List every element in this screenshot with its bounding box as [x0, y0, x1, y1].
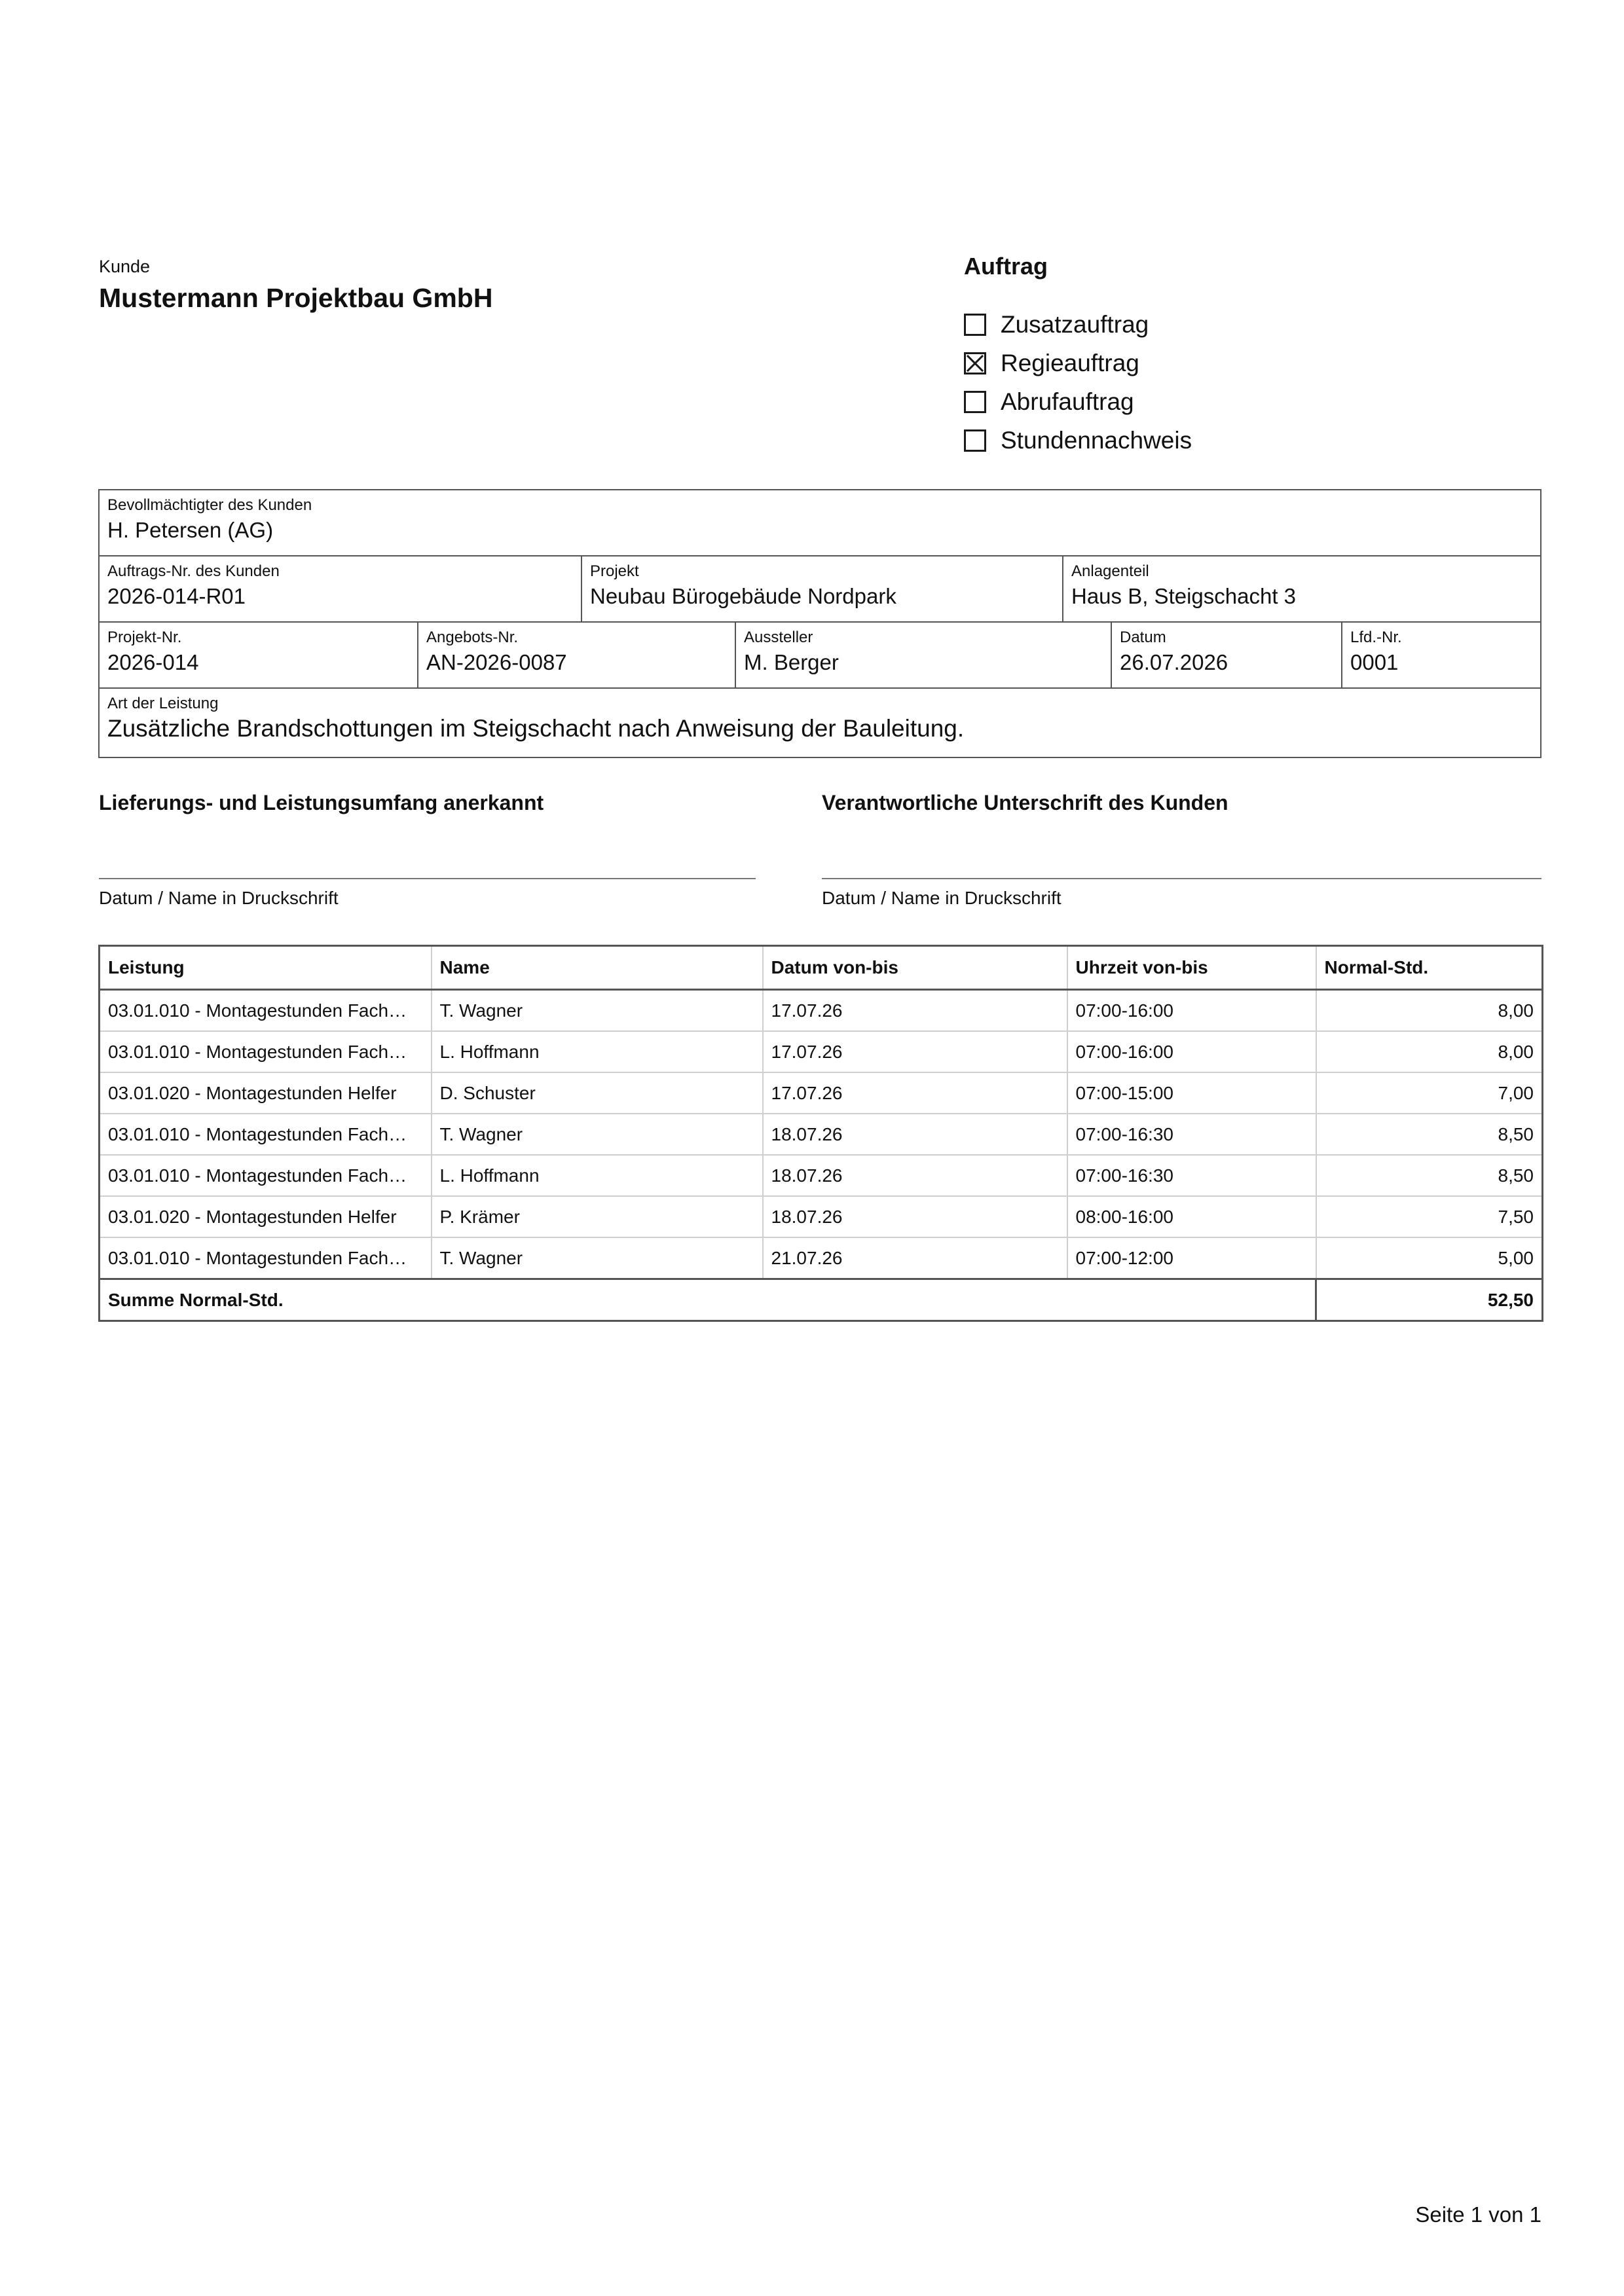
table-row — [100, 1237, 1543, 1279]
info-row — [100, 621, 1540, 687]
field-value: 26.07.2026 — [1120, 650, 1228, 674]
cell-datum: 18.07.26 — [763, 1196, 1067, 1237]
table-row — [100, 1196, 1543, 1237]
cell-leistung: 03.01.020 - Montagestunden Helfer — [100, 1196, 432, 1237]
field-label: Angebots-Nr. — [426, 629, 519, 646]
cell-normal-std: 5,00 — [1316, 1237, 1543, 1279]
field-value: M. Berger — [744, 650, 839, 674]
info-row — [100, 490, 1540, 555]
cell-uhrzeit: 07:00-16:30 — [1067, 1155, 1316, 1196]
cell-normal-std: 8,50 — [1316, 1114, 1543, 1155]
field-label: Projekt — [590, 562, 639, 580]
cell-normal-std: 7,00 — [1316, 1072, 1543, 1114]
info-row — [100, 555, 1540, 621]
checkbox-label: Regieauftrag — [1001, 350, 1139, 376]
field-label: Art der Leistung — [107, 695, 219, 712]
order-option-abrufauftrag[interactable] — [964, 388, 1134, 416]
cell-normal-std: 7,50 — [1316, 1196, 1543, 1237]
order-option-regieauftrag[interactable] — [964, 350, 1139, 377]
field-datum — [1111, 623, 1341, 687]
cell-leistung: 03.01.010 - Montagestunden Fach… — [100, 1237, 432, 1279]
column-header-normal-std: Normal-Std. — [1316, 946, 1543, 990]
checkbox-regieauftrag[interactable] — [964, 352, 986, 374]
signature-left-title: Lieferungs- und Leistungsumfang anerkannt — [99, 791, 544, 814]
field-bevollmaechtigter — [100, 490, 1540, 555]
field-label: Aussteller — [744, 629, 813, 646]
table-row — [100, 1072, 1543, 1114]
cell-datum: 17.07.26 — [763, 990, 1067, 1032]
field-value: Neubau Bürogebäude Nordpark — [590, 584, 896, 608]
sum-value: 52,50 — [1316, 1279, 1543, 1321]
field-angebots-nr — [417, 623, 735, 687]
cell-name: L. Hoffmann — [432, 1155, 763, 1196]
order-info-grid — [98, 489, 1541, 758]
field-value: H. Petersen (AG) — [107, 518, 274, 542]
page-number: Seite 1 von 1 — [1415, 2202, 1541, 2227]
hours-table — [98, 945, 1543, 1322]
signature-left-line[interactable] — [99, 878, 756, 879]
checkbox-zusatzauftrag[interactable] — [964, 314, 986, 336]
customer-name: Mustermann Projektbau GmbH — [99, 283, 493, 313]
column-header-name: Name — [432, 946, 763, 990]
cell-datum: 18.07.26 — [763, 1155, 1067, 1196]
signature-right-title: Verantwortliche Unterschrift des Kunden — [822, 791, 1228, 814]
cell-normal-std: 8,00 — [1316, 990, 1543, 1032]
order-option-stundennachweis[interactable] — [964, 427, 1192, 454]
signature-right-caption: Datum / Name in Druckschrift — [822, 888, 1061, 908]
cell-leistung: 03.01.010 - Montagestunden Fach… — [100, 1155, 432, 1196]
field-value: 0001 — [1350, 650, 1399, 674]
checkbox-label: Zusatzauftrag — [1001, 311, 1149, 338]
table-sum-row — [100, 1279, 1543, 1321]
cell-datum: 18.07.26 — [763, 1114, 1067, 1155]
checkbox-abrufauftrag[interactable] — [964, 391, 986, 413]
checkbox-label: Stundennachweis — [1001, 427, 1192, 454]
cell-uhrzeit: 07:00-16:30 — [1067, 1114, 1316, 1155]
cell-datum: 21.07.26 — [763, 1237, 1067, 1279]
customer-label: Kunde — [99, 257, 151, 276]
field-art-der-leistung — [100, 689, 1540, 757]
field-projekt-nr — [100, 623, 417, 687]
field-value: Haus B, Steigschacht 3 — [1071, 584, 1297, 608]
column-header-leistung: Leistung — [100, 946, 432, 990]
field-label: Auftrags-Nr. des Kunden — [107, 562, 280, 580]
field-lfd-nr — [1341, 623, 1540, 687]
field-label: Datum — [1120, 629, 1166, 646]
cell-leistung: 03.01.020 - Montagestunden Helfer — [100, 1072, 432, 1114]
cell-name: T. Wagner — [432, 990, 763, 1032]
cell-name: T. Wagner — [432, 1237, 763, 1279]
table-header-row — [100, 946, 1543, 990]
field-label: Anlagenteil — [1071, 562, 1149, 580]
cell-normal-std: 8,00 — [1316, 1031, 1543, 1072]
cell-leistung: 03.01.010 - Montagestunden Fach… — [100, 1114, 432, 1155]
table-row — [100, 1114, 1543, 1155]
cell-datum: 17.07.26 — [763, 1072, 1067, 1114]
cell-datum: 17.07.26 — [763, 1031, 1067, 1072]
cell-leistung: 03.01.010 - Montagestunden Fach… — [100, 1031, 432, 1072]
field-label: Lfd.-Nr. — [1350, 629, 1402, 646]
field-value: 2026-014-R01 — [107, 584, 246, 608]
field-auftrags-nr — [100, 556, 581, 621]
field-value: Zusätzliche Brandschottungen im Steigschacht nach Anweisung der Bauleitung. — [107, 715, 965, 742]
info-row — [100, 687, 1540, 757]
field-projekt — [581, 556, 1062, 621]
field-label: Bevollmächtigter des Kunden — [107, 496, 312, 514]
order-type-title: Auftrag — [964, 253, 1048, 280]
cell-leistung: 03.01.010 - Montagestunden Fach… — [100, 990, 432, 1032]
checkbox-label: Abrufauftrag — [1001, 388, 1134, 415]
cell-name: P. Krämer — [432, 1196, 763, 1237]
cell-name: T. Wagner — [432, 1114, 763, 1155]
cell-uhrzeit: 07:00-16:00 — [1067, 990, 1316, 1032]
cell-name: L. Hoffmann — [432, 1031, 763, 1072]
cell-uhrzeit: 07:00-15:00 — [1067, 1072, 1316, 1114]
field-label: Projekt-Nr. — [107, 629, 182, 646]
cell-uhrzeit: 07:00-16:00 — [1067, 1031, 1316, 1072]
sum-label: Summe Normal-Std. — [100, 1279, 1316, 1321]
field-anlagenteil — [1062, 556, 1540, 621]
cell-uhrzeit: 07:00-12:00 — [1067, 1237, 1316, 1279]
field-value: AN-2026-0087 — [426, 650, 567, 674]
column-header-uhrzeit: Uhrzeit von-bis — [1067, 946, 1316, 990]
field-value: 2026-014 — [107, 650, 199, 674]
cell-name: D. Schuster — [432, 1072, 763, 1114]
cell-uhrzeit: 08:00-16:00 — [1067, 1196, 1316, 1237]
table-row — [100, 990, 1543, 1032]
table-row — [100, 1031, 1543, 1072]
order-option-zusatzauftrag[interactable] — [964, 311, 1149, 338]
cell-normal-std: 8,50 — [1316, 1155, 1543, 1196]
signature-right-line[interactable] — [822, 878, 1541, 879]
field-aussteller — [735, 623, 1111, 687]
checkbox-stundennachweis[interactable] — [964, 429, 986, 452]
column-header-datum: Datum von-bis — [763, 946, 1067, 990]
table-row — [100, 1155, 1543, 1196]
signature-left-caption: Datum / Name in Druckschrift — [99, 888, 339, 908]
